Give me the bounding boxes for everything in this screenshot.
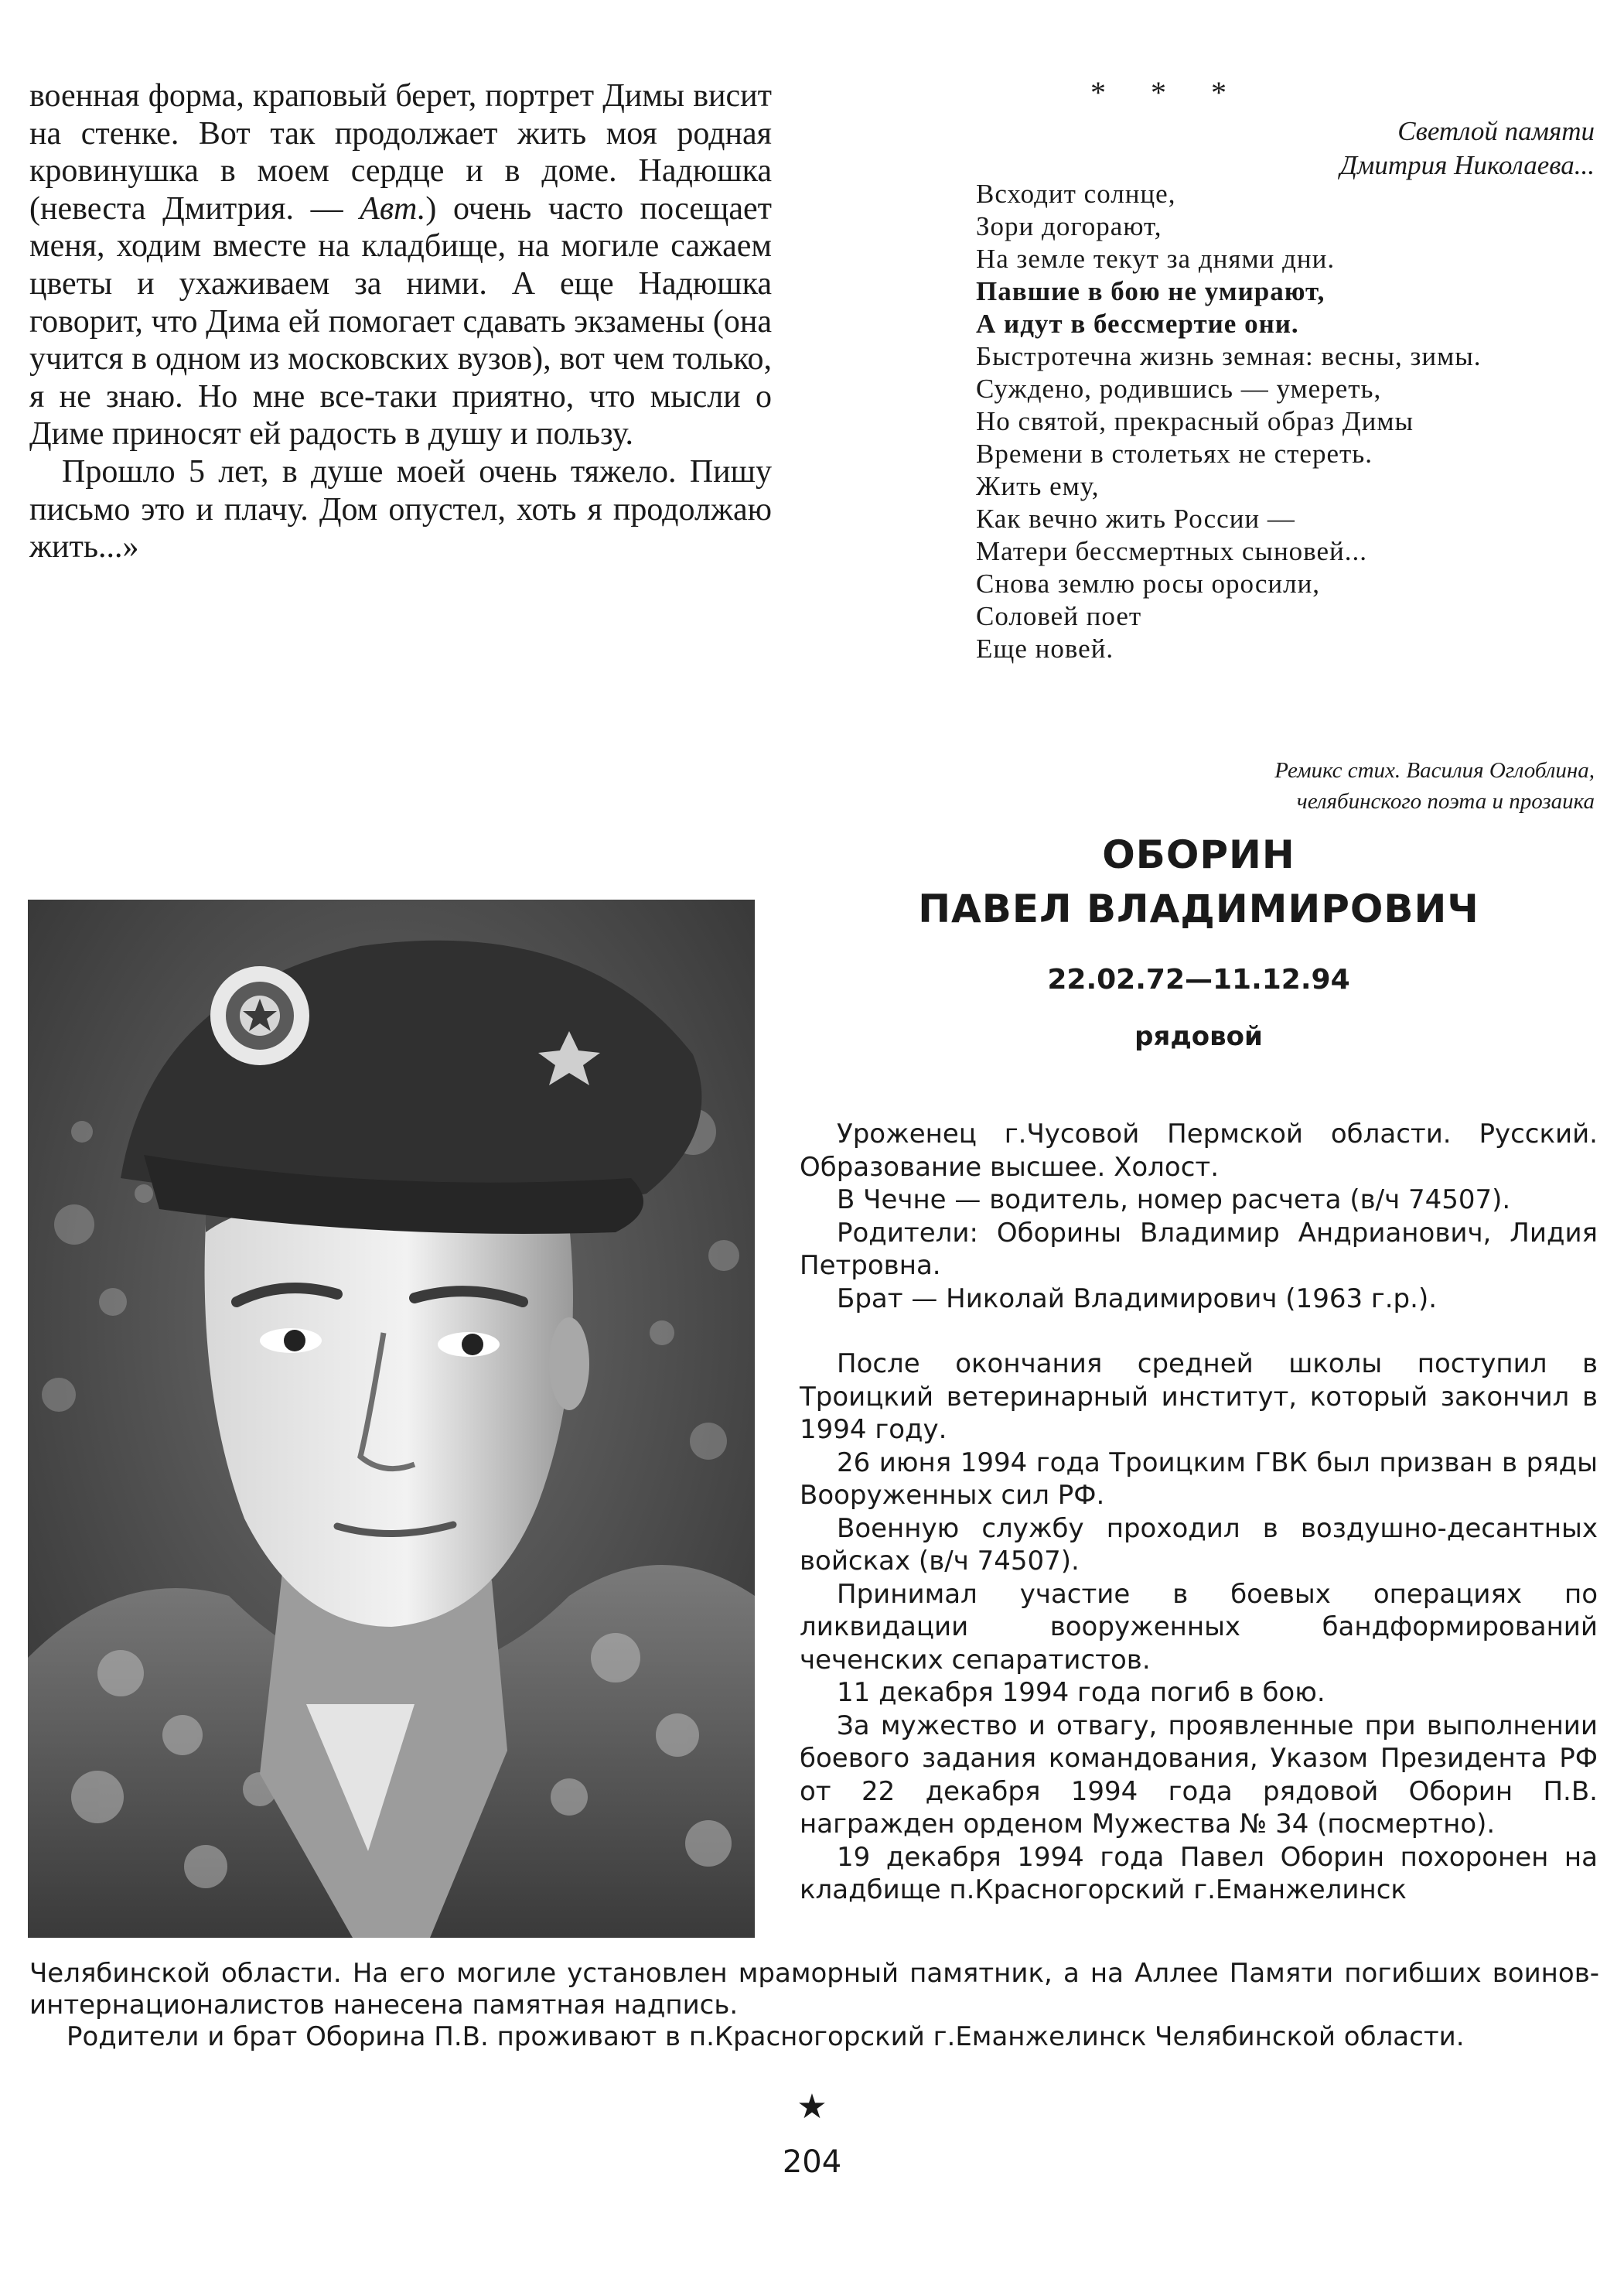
bio-paragraph: 11 декабря 1994 года погиб в бою. xyxy=(837,1677,1325,1708)
poem-line: Всходит солнце, xyxy=(976,179,1176,209)
bio-paragraph: Принимал участие в боевых операциях по ликвидации вооруженных бандформирований чеченских сепаратистов. xyxy=(800,1578,1598,1676)
letter-paragraph-2: Прошло 5 лет, в душе моей очень тяжело. Пишу письмо это и плачу. Дом опустел, хоть я продолжаю жить...» xyxy=(29,453,772,565)
bio-paragraph: В Чечне — водитель, номер расчета (в/ч 74507). xyxy=(837,1184,1511,1215)
bio-paragraph: За мужество и отвагу, проявленные при выполнении боевого задания командования, Указом Президента РФ от 22 декабря 1994 года рядовой Оборин П.В. награжден орденом Мужества № 34 (посмертно). xyxy=(800,1710,1598,1840)
bio-paragraph: Родители: Оборины Владимир Андрианович, Лидия Петровна. xyxy=(800,1217,1598,1281)
page-number: 204 xyxy=(782,2144,842,2180)
letter-para1-before: военная форма, краповый берет, портрет Димы висит на стенке. Вот так продолжает жить моя родная кровинушка в моем сердце и в доме. Надюшка (невеста Дмитрия. — xyxy=(29,78,772,227)
portrait-illustration xyxy=(28,900,755,1938)
person-header xyxy=(797,832,1601,1053)
poem-credit xyxy=(1274,755,1595,817)
poem-line: Времени в столетьях не стереть. xyxy=(976,439,1373,469)
poem-line: Еще новей. xyxy=(976,634,1114,664)
biography xyxy=(800,1118,1598,1907)
section-stars: * * * xyxy=(1090,75,1245,110)
poem-line-bold: Павшие в бою не умирают, xyxy=(976,276,1325,306)
military-rank: рядовой xyxy=(1134,1021,1263,1052)
poem-line: Как вечно жить России — xyxy=(976,504,1295,534)
credit-line: Ремикс стих. Василия Оглоблина, xyxy=(1274,758,1595,783)
given-names: ПАВЕЛ ВЛАДИМИРОВИЧ xyxy=(918,886,1479,931)
bio-paragraph: Родители и брат Оборина П.В. проживают в п.Красногорский г.Еманжелинск Челябинской области. xyxy=(67,2021,1465,2052)
dedication-line: Светлой памяти xyxy=(1397,116,1595,146)
bio-paragraph: После окончания средней школы поступил в Троицкий ветеринарный институт, который закончил в 1994 году. xyxy=(800,1348,1598,1445)
bio-paragraph: Военную службу проходил в воздушно-десантных войсках (в/ч 74507). xyxy=(800,1512,1598,1577)
poem-dedication xyxy=(1340,114,1595,183)
paragraph-gap xyxy=(800,1315,1598,1348)
life-dates: 22.02.72—11.12.94 xyxy=(1047,964,1350,996)
poem-lines xyxy=(976,178,1482,665)
poem-line: Соловей поет xyxy=(976,601,1142,631)
poem-line: На земле текут за днями дни. xyxy=(976,244,1336,274)
poem-line-bold: А идут в бессмертие они. xyxy=(976,309,1299,339)
credit-line: челябинского поэта и прозаика xyxy=(1296,789,1595,814)
dedication-line: Дмитрия Николаева... xyxy=(1339,150,1595,180)
poem-line: Снова землю росы оросили, xyxy=(976,569,1321,599)
biography-continued xyxy=(29,1958,1599,2053)
letter-para1-after: ) очень часто посещает меня, ходим вместе на кладбище, на могиле сажаем цветы и ухаживаем за ними. А еще Надюшка говорит, что Дима ей помогает сдавать экзамены (она учится в одном из московских вузов), вот чем только, я не знаю. Но мне все-таки приятно, что мысли о Диме приносят ей радость в душу и пользу. xyxy=(29,190,772,453)
poem-line: Матери бессмертных сыновей... xyxy=(976,536,1368,566)
bio-paragraph: Уроженец г.Чусовой Пермской области. Русский. Образование высшее. Холост. xyxy=(800,1119,1598,1183)
letter-text xyxy=(29,77,772,566)
portrait-photo xyxy=(28,900,755,1938)
bio-paragraph: Брат — Николай Владимирович (1963 г.р.). xyxy=(837,1283,1438,1314)
bio-paragraph: Челябинской области. На его могиле установлен мраморный памятник, а на Аллее Памяти погибших воинов-интернационалистов нанесена памятная надпись. xyxy=(29,1958,1599,2021)
author-note: Авт. xyxy=(360,190,426,227)
poem-line: Но святой, прекрасный образ Димы xyxy=(976,406,1414,436)
poem-line: Зори догорают, xyxy=(976,211,1162,241)
poem-line: Суждено, родившись — умереть, xyxy=(976,374,1382,404)
surname: ОБОРИН xyxy=(1102,832,1295,877)
poem-line: Жить ему, xyxy=(976,471,1100,501)
bio-paragraph: 19 декабря 1994 года Павел Оборин похоронен на кладбище п.Красногорский г.Еманжелинск xyxy=(800,1841,1598,1905)
poem-line: Быстротечна жизнь земная: весны, зимы. xyxy=(976,341,1482,371)
letter-paragraph-1 xyxy=(29,77,772,453)
star-icon: ★ xyxy=(797,2087,827,2127)
bio-paragraph: 26 июня 1994 года Троицким ГВК был призван в ряды Вооруженных сил РФ. xyxy=(800,1447,1598,1511)
